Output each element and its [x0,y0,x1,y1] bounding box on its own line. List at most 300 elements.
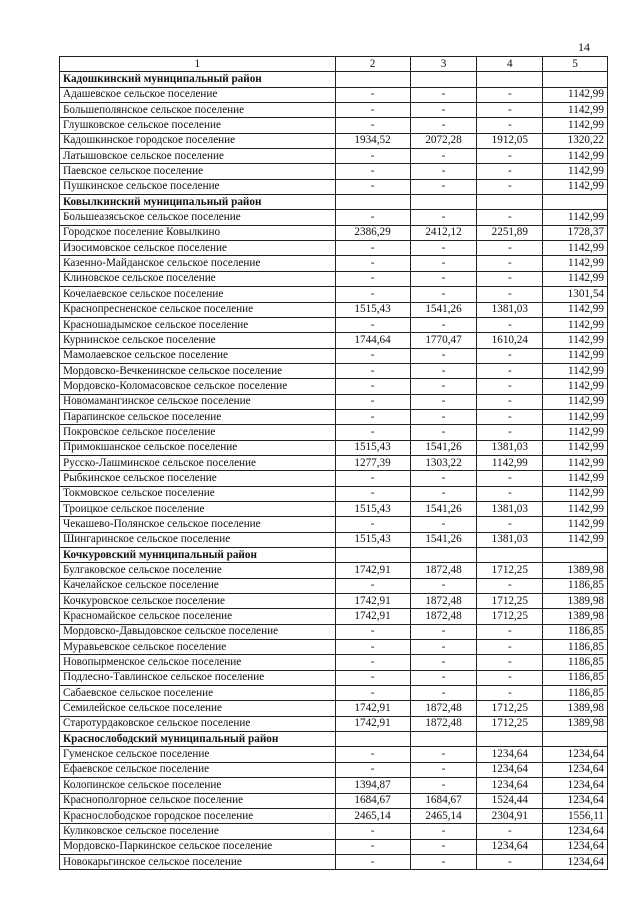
value-col-5: 1142,99 [543,103,608,118]
settlement-name: Шингаринское сельское поселение [60,532,336,547]
value-col-5: 1142,99 [543,501,608,516]
table-row [60,409,608,424]
district-name: Ковылкинский муниципальный район [60,195,336,210]
value-col-5: 1142,99 [543,348,608,363]
value-col-5: 1142,99 [543,256,608,271]
value-col-2: - [335,839,410,854]
value-col-4: - [477,578,543,593]
table-row [60,302,608,317]
table-row [60,839,608,854]
value-col-4: - [477,379,543,394]
value-col-4: - [477,486,543,501]
value-col-3: - [410,241,477,256]
header-col-5: 5 [543,57,608,72]
value-col-2: - [335,655,410,670]
table-row [60,716,608,731]
value-col-3: - [410,256,477,271]
value-col-5: 1142,99 [543,118,608,133]
table-row [60,578,608,593]
value-col-3: 1872,48 [410,716,477,731]
value-col-3: 1541,26 [410,501,477,516]
settlement-name: Колопинское сельское поселение [60,778,336,793]
value-col-5: 1186,85 [543,655,608,670]
value-col-5: 1142,99 [543,379,608,394]
value-col-3: - [410,87,477,102]
value-col-2: 1742,91 [335,701,410,716]
value-col-4: 2304,91 [477,808,543,823]
value-col-5: 1142,99 [543,517,608,532]
value-col-4: 1712,25 [477,609,543,624]
settlement-name: Краснополгорное сельское поселение [60,793,336,808]
value-col-3: - [410,640,477,655]
value-col-5: 1142,99 [543,87,608,102]
settlement-name: Большеполянское сельское поселение [60,103,336,118]
header-col-3: 3 [410,57,477,72]
value-col-2: - [335,256,410,271]
settlement-name: Гуменское сельское поселение [60,747,336,762]
value-col-4: 1712,25 [477,716,543,731]
table-row [60,118,608,133]
district-name: Краснослободский муниципальный район [60,732,336,747]
table-row [60,210,608,225]
value-col-5: 1234,64 [543,778,608,793]
value-col-3: 1872,48 [410,594,477,609]
value-col-2: 2386,29 [335,225,410,240]
value-col-3: 1541,26 [410,302,477,317]
value-col-4: - [477,517,543,532]
value-col-3: 1872,48 [410,701,477,716]
value-col-4: - [477,409,543,424]
value-col-2: - [335,640,410,655]
value-col-3: - [410,778,477,793]
value-col-4: - [477,210,543,225]
table-row [60,762,608,777]
empty-cell [477,195,543,210]
table-row [60,256,608,271]
value-col-5: 1389,98 [543,609,608,624]
value-col-2: - [335,287,410,302]
value-col-2: - [335,409,410,424]
value-col-4: - [477,670,543,685]
table-row [60,471,608,486]
empty-cell [477,732,543,747]
value-col-5: 1234,64 [543,762,608,777]
value-col-5: 1186,85 [543,686,608,701]
settlement-name: Кочкуровское сельское поселение [60,594,336,609]
empty-cell [477,548,543,563]
value-col-2: - [335,118,410,133]
value-col-5: 1234,64 [543,839,608,854]
page-number: 14 [578,40,590,54]
value-col-3: - [410,824,477,839]
value-col-2: 1742,91 [335,609,410,624]
value-col-2: 1934,52 [335,133,410,148]
settlement-name: Красномайское сельское поселение [60,609,336,624]
value-col-4: - [477,149,543,164]
value-col-4: - [477,471,543,486]
value-col-2: - [335,394,410,409]
value-col-5: 1186,85 [543,578,608,593]
value-col-5: 1234,64 [543,793,608,808]
value-col-3: - [410,425,477,440]
value-col-4: 1234,64 [477,747,543,762]
value-col-5: 1142,99 [543,210,608,225]
value-col-3: - [410,179,477,194]
empty-cell [410,732,477,747]
value-col-4: - [477,394,543,409]
value-col-2: 1742,91 [335,563,410,578]
value-col-3: 1303,22 [410,455,477,470]
value-col-4: - [477,287,543,302]
settlement-name: Мамолаевское сельское поселение [60,348,336,363]
table-row [60,271,608,286]
settlement-name: Мордовско-Коломасовское сельское поселение [60,379,336,394]
settlement-name: Чекашево-Полянское сельское поселение [60,517,336,532]
value-col-2: - [335,317,410,332]
settlement-name: Подлесно-Тавлинское сельское поселение [60,670,336,685]
value-col-3: - [410,471,477,486]
settlement-name: Куликовское сельское поселение [60,824,336,839]
value-col-2: - [335,486,410,501]
value-col-4: 1610,24 [477,333,543,348]
settlement-name: Примокшанское сельское поселение [60,440,336,455]
value-col-2: - [335,762,410,777]
table-row [60,425,608,440]
value-col-5: 1234,64 [543,824,608,839]
value-col-4: 2251,89 [477,225,543,240]
value-col-5: 1186,85 [543,670,608,685]
value-col-2: 1742,91 [335,716,410,731]
empty-cell [335,195,410,210]
value-col-5: 1389,98 [543,701,608,716]
value-col-3: - [410,363,477,378]
table-row [60,287,608,302]
value-col-2: - [335,179,410,194]
value-col-2: - [335,517,410,532]
value-col-5: 1142,99 [543,333,608,348]
value-col-2: 1515,43 [335,501,410,516]
table-row [60,486,608,501]
value-col-3: - [410,670,477,685]
district-section-row [60,732,608,747]
value-col-2: 1684,67 [335,793,410,808]
tariff-table [59,56,608,870]
value-col-2: - [335,241,410,256]
value-col-2: 1394,87 [335,778,410,793]
empty-cell [410,195,477,210]
table-row [60,778,608,793]
value-col-4: - [477,179,543,194]
table-row [60,333,608,348]
table-row [60,440,608,455]
value-col-5: 1234,64 [543,747,608,762]
settlement-name: Мордовско-Вечкенинское сельское поселение [60,363,336,378]
value-col-4: - [477,87,543,102]
value-col-2: - [335,348,410,363]
value-col-5: 1728,37 [543,225,608,240]
settlement-name: Кадошкинское городское поселение [60,133,336,148]
value-col-5: 1186,85 [543,624,608,639]
value-col-2: 1515,43 [335,440,410,455]
value-col-2: - [335,271,410,286]
table-row [60,164,608,179]
table-row [60,133,608,148]
value-col-5: 1389,98 [543,594,608,609]
value-col-3: - [410,271,477,286]
value-col-2: - [335,624,410,639]
settlement-name: Новопырменское сельское поселение [60,655,336,670]
header-col-1: 1 [60,57,336,72]
table-row [60,87,608,102]
value-col-5: 1142,99 [543,179,608,194]
empty-cell [335,548,410,563]
value-col-4: 1142,99 [477,455,543,470]
settlement-name: Новомамангинское сельское поселение [60,394,336,409]
value-col-4: 1234,64 [477,778,543,793]
value-col-5: 1142,99 [543,271,608,286]
value-col-4: - [477,103,543,118]
empty-cell [543,195,608,210]
value-col-3: - [410,578,477,593]
settlement-name: Русско-Лашминское сельское поселение [60,455,336,470]
value-col-3: 1541,26 [410,440,477,455]
settlement-name: Мордовско-Паркинское сельское поселение [60,839,336,854]
value-col-2: - [335,363,410,378]
value-col-3: 2072,28 [410,133,477,148]
table-row [60,363,608,378]
table-row [60,793,608,808]
empty-cell [335,72,410,87]
value-col-3: - [410,287,477,302]
value-col-4: 1381,03 [477,532,543,547]
empty-cell [477,72,543,87]
settlement-name: Мордовско-Давыдовское сельское поселение [60,624,336,639]
value-col-4: 1381,03 [477,302,543,317]
value-col-4: 1912,05 [477,133,543,148]
empty-cell [543,732,608,747]
settlement-name: Токмовское сельское поселение [60,486,336,501]
district-section-row [60,548,608,563]
value-col-4: - [477,686,543,701]
value-col-5: 1142,99 [543,394,608,409]
value-col-2: - [335,87,410,102]
value-col-2: - [335,425,410,440]
table-row [60,747,608,762]
table-row [60,348,608,363]
settlement-name: Семилейское сельское поселение [60,701,336,716]
value-col-5: 1556,11 [543,808,608,823]
empty-cell [335,732,410,747]
table-row [60,455,608,470]
value-col-3: 1684,67 [410,793,477,808]
table-row [60,149,608,164]
header-col-2: 2 [335,57,410,72]
table-row [60,686,608,701]
value-col-3: - [410,149,477,164]
value-col-4: - [477,164,543,179]
value-col-2: - [335,854,410,869]
value-col-3: - [410,348,477,363]
value-col-3: - [410,394,477,409]
value-col-5: 1142,99 [543,486,608,501]
value-col-5: 1142,99 [543,425,608,440]
settlement-name: Городское поселение Ковылкино [60,225,336,240]
value-col-2: 1277,39 [335,455,410,470]
value-col-5: 1142,99 [543,532,608,547]
settlement-name: Пушкинское сельское поселение [60,179,336,194]
empty-cell [410,548,477,563]
table-row [60,609,608,624]
settlement-name: Краснопресненское сельское поселение [60,302,336,317]
value-col-3: 1872,48 [410,563,477,578]
value-col-4: - [477,854,543,869]
settlement-name: Латышовское сельское поселение [60,149,336,164]
table-row [60,808,608,823]
value-col-4: - [477,256,543,271]
value-col-2: - [335,210,410,225]
settlement-name: Ефаевское сельское поселение [60,762,336,777]
value-col-5: 1186,85 [543,640,608,655]
table-row [60,501,608,516]
table-row [60,655,608,670]
value-col-3: - [410,164,477,179]
value-col-2: - [335,824,410,839]
settlement-name: Краснослободское городское поселение [60,808,336,823]
table-row [60,103,608,118]
value-col-3: - [410,655,477,670]
table-row [60,640,608,655]
table-row [60,317,608,332]
settlement-name: Красношадымское сельское поселение [60,317,336,332]
value-col-3: - [410,486,477,501]
value-col-3: - [410,517,477,532]
value-col-4: - [477,348,543,363]
value-col-2: - [335,670,410,685]
value-col-5: 1142,99 [543,302,608,317]
value-col-4: - [477,317,543,332]
settlement-name: Муравьевское сельское поселение [60,640,336,655]
settlement-name: Новокарьгинское сельское поселение [60,854,336,869]
value-col-4: 1524,44 [477,793,543,808]
value-col-4: - [477,271,543,286]
value-col-4: - [477,655,543,670]
value-col-3: - [410,854,477,869]
value-col-3: - [410,409,477,424]
value-col-5: 1142,99 [543,471,608,486]
value-col-5: 1389,98 [543,716,608,731]
value-col-3: 2465,14 [410,808,477,823]
value-col-3: - [410,624,477,639]
settlement-name: Покровское сельское поселение [60,425,336,440]
table-row [60,532,608,547]
value-col-2: 2465,14 [335,808,410,823]
value-col-5: 1301,54 [543,287,608,302]
value-col-5: 1142,99 [543,149,608,164]
settlement-name: Троицкое сельское поселение [60,501,336,516]
settlement-name: Большеазясьское сельское поселение [60,210,336,225]
settlement-name: Сабаевское сельское поселение [60,686,336,701]
table-row [60,624,608,639]
table-row [60,394,608,409]
value-col-4: 1234,64 [477,839,543,854]
value-col-4: - [477,640,543,655]
table-row [60,594,608,609]
value-col-3: 1541,26 [410,532,477,547]
value-col-5: 1142,99 [543,164,608,179]
value-col-3: - [410,839,477,854]
value-col-4: 1712,25 [477,594,543,609]
settlement-name: Глушковское сельское поселение [60,118,336,133]
table-row [60,854,608,869]
settlement-name: Курнинское сельское поселение [60,333,336,348]
settlement-name: Старотурдаковское сельское поселение [60,716,336,731]
value-col-2: - [335,747,410,762]
table-row [60,670,608,685]
value-col-5: 1142,99 [543,363,608,378]
header-col-4: 4 [477,57,543,72]
value-col-5: 1142,99 [543,409,608,424]
table-body [60,72,608,870]
table-row [60,517,608,532]
value-col-4: - [477,624,543,639]
table-row [60,379,608,394]
value-col-2: - [335,471,410,486]
value-col-2: - [335,164,410,179]
value-col-3: 2412,12 [410,225,477,240]
settlement-name: Паевское сельское поселение [60,164,336,179]
value-col-4: 1381,03 [477,501,543,516]
table-row [60,701,608,716]
table-header-row [60,57,608,72]
value-col-2: 1515,43 [335,532,410,547]
value-col-4: 1234,64 [477,762,543,777]
table-row [60,824,608,839]
value-col-2: 1744,64 [335,333,410,348]
empty-cell [410,72,477,87]
value-col-3: - [410,686,477,701]
value-col-5: 1320,22 [543,133,608,148]
value-col-4: 1712,25 [477,563,543,578]
value-col-2: - [335,578,410,593]
district-name: Кочкуровский муниципальный район [60,548,336,563]
settlement-name: Качелайское сельское поселение [60,578,336,593]
value-col-4: 1381,03 [477,440,543,455]
value-col-2: 1742,91 [335,594,410,609]
value-col-3: - [410,103,477,118]
value-col-5: 1234,64 [543,854,608,869]
settlement-name: Рыбкинское сельское поселение [60,471,336,486]
value-col-2: - [335,149,410,164]
value-col-2: - [335,379,410,394]
settlement-name: Клиновское сельское поселение [60,271,336,286]
value-col-4: - [477,425,543,440]
value-col-4: - [477,118,543,133]
value-col-2: 1515,43 [335,302,410,317]
value-col-4: - [477,363,543,378]
settlement-name: Кочелаевское сельское поселение [60,287,336,302]
value-col-5: 1142,99 [543,455,608,470]
value-col-5: 1142,99 [543,241,608,256]
value-col-3: - [410,379,477,394]
value-col-4: - [477,824,543,839]
value-col-2: - [335,103,410,118]
settlement-name: Изосимовское сельское поселение [60,241,336,256]
empty-cell [543,72,608,87]
settlement-name: Казенно-Майданское сельское поселение [60,256,336,271]
value-col-4: 1712,25 [477,701,543,716]
value-col-3: - [410,118,477,133]
value-col-4: - [477,241,543,256]
